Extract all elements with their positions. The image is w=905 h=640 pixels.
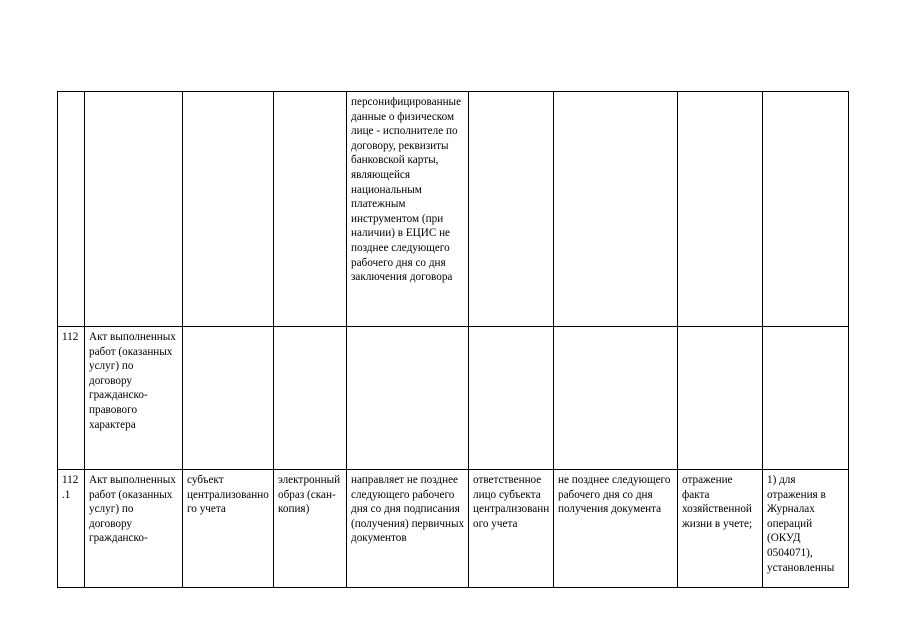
document-name-cell: Акт выполненных работ (оказанных услуг) по договору гражданско-правового характера <box>85 327 183 470</box>
purpose-cell <box>678 327 763 470</box>
row-number-cell <box>58 92 85 327</box>
deadline-cell <box>554 92 678 327</box>
document-form-cell <box>274 92 347 327</box>
action-cell <box>347 327 469 470</box>
purpose-cell: отражение факта хозяйственной жизни в учете; <box>678 470 763 588</box>
document-name-cell <box>85 92 183 327</box>
purpose-cell <box>678 92 763 327</box>
registers-cell: 1) для отражения в Журналах операций (ОКУД 0504071), установленны <box>763 470 849 588</box>
row-number-cell: 112 <box>58 327 85 470</box>
document-name-cell: Акт выполненных работ (оказанных услуг) по договору гражданско- <box>85 470 183 588</box>
row-number-cell: 112 .1 <box>58 470 85 588</box>
document-form-cell: электронный образ (скан-копия) <box>274 470 347 588</box>
responsible-person-cell: ответственное лицо субъекта централизованного учета <box>469 470 554 588</box>
responsible-person-cell <box>469 92 554 327</box>
submitter-cell: субъект централизованного учета <box>183 470 274 588</box>
registers-cell <box>763 92 849 327</box>
deadline-cell: не позднее следующего рабочего дня со дня получения документа <box>554 470 678 588</box>
document-flow-table <box>57 91 849 588</box>
submitter-cell <box>183 327 274 470</box>
registers-cell <box>763 327 849 470</box>
submitter-cell <box>183 92 274 327</box>
action-cell: направляет не позднее следующего рабочего дня со дня подписания (получения) первичных документов <box>347 470 469 588</box>
responsible-person-cell <box>469 327 554 470</box>
document-form-cell <box>274 327 347 470</box>
table-row <box>58 92 849 327</box>
table-row <box>58 470 849 588</box>
action-cell: персонифицированные данные о физическом лице - исполнителе по договору, реквизиты банковской карты, являющейся национальным платежным инструментом (при наличии) в ЕЦИС не позднее следующего рабочего дня со дня заключения договора <box>347 92 469 327</box>
table-row <box>58 327 849 470</box>
deadline-cell <box>554 327 678 470</box>
